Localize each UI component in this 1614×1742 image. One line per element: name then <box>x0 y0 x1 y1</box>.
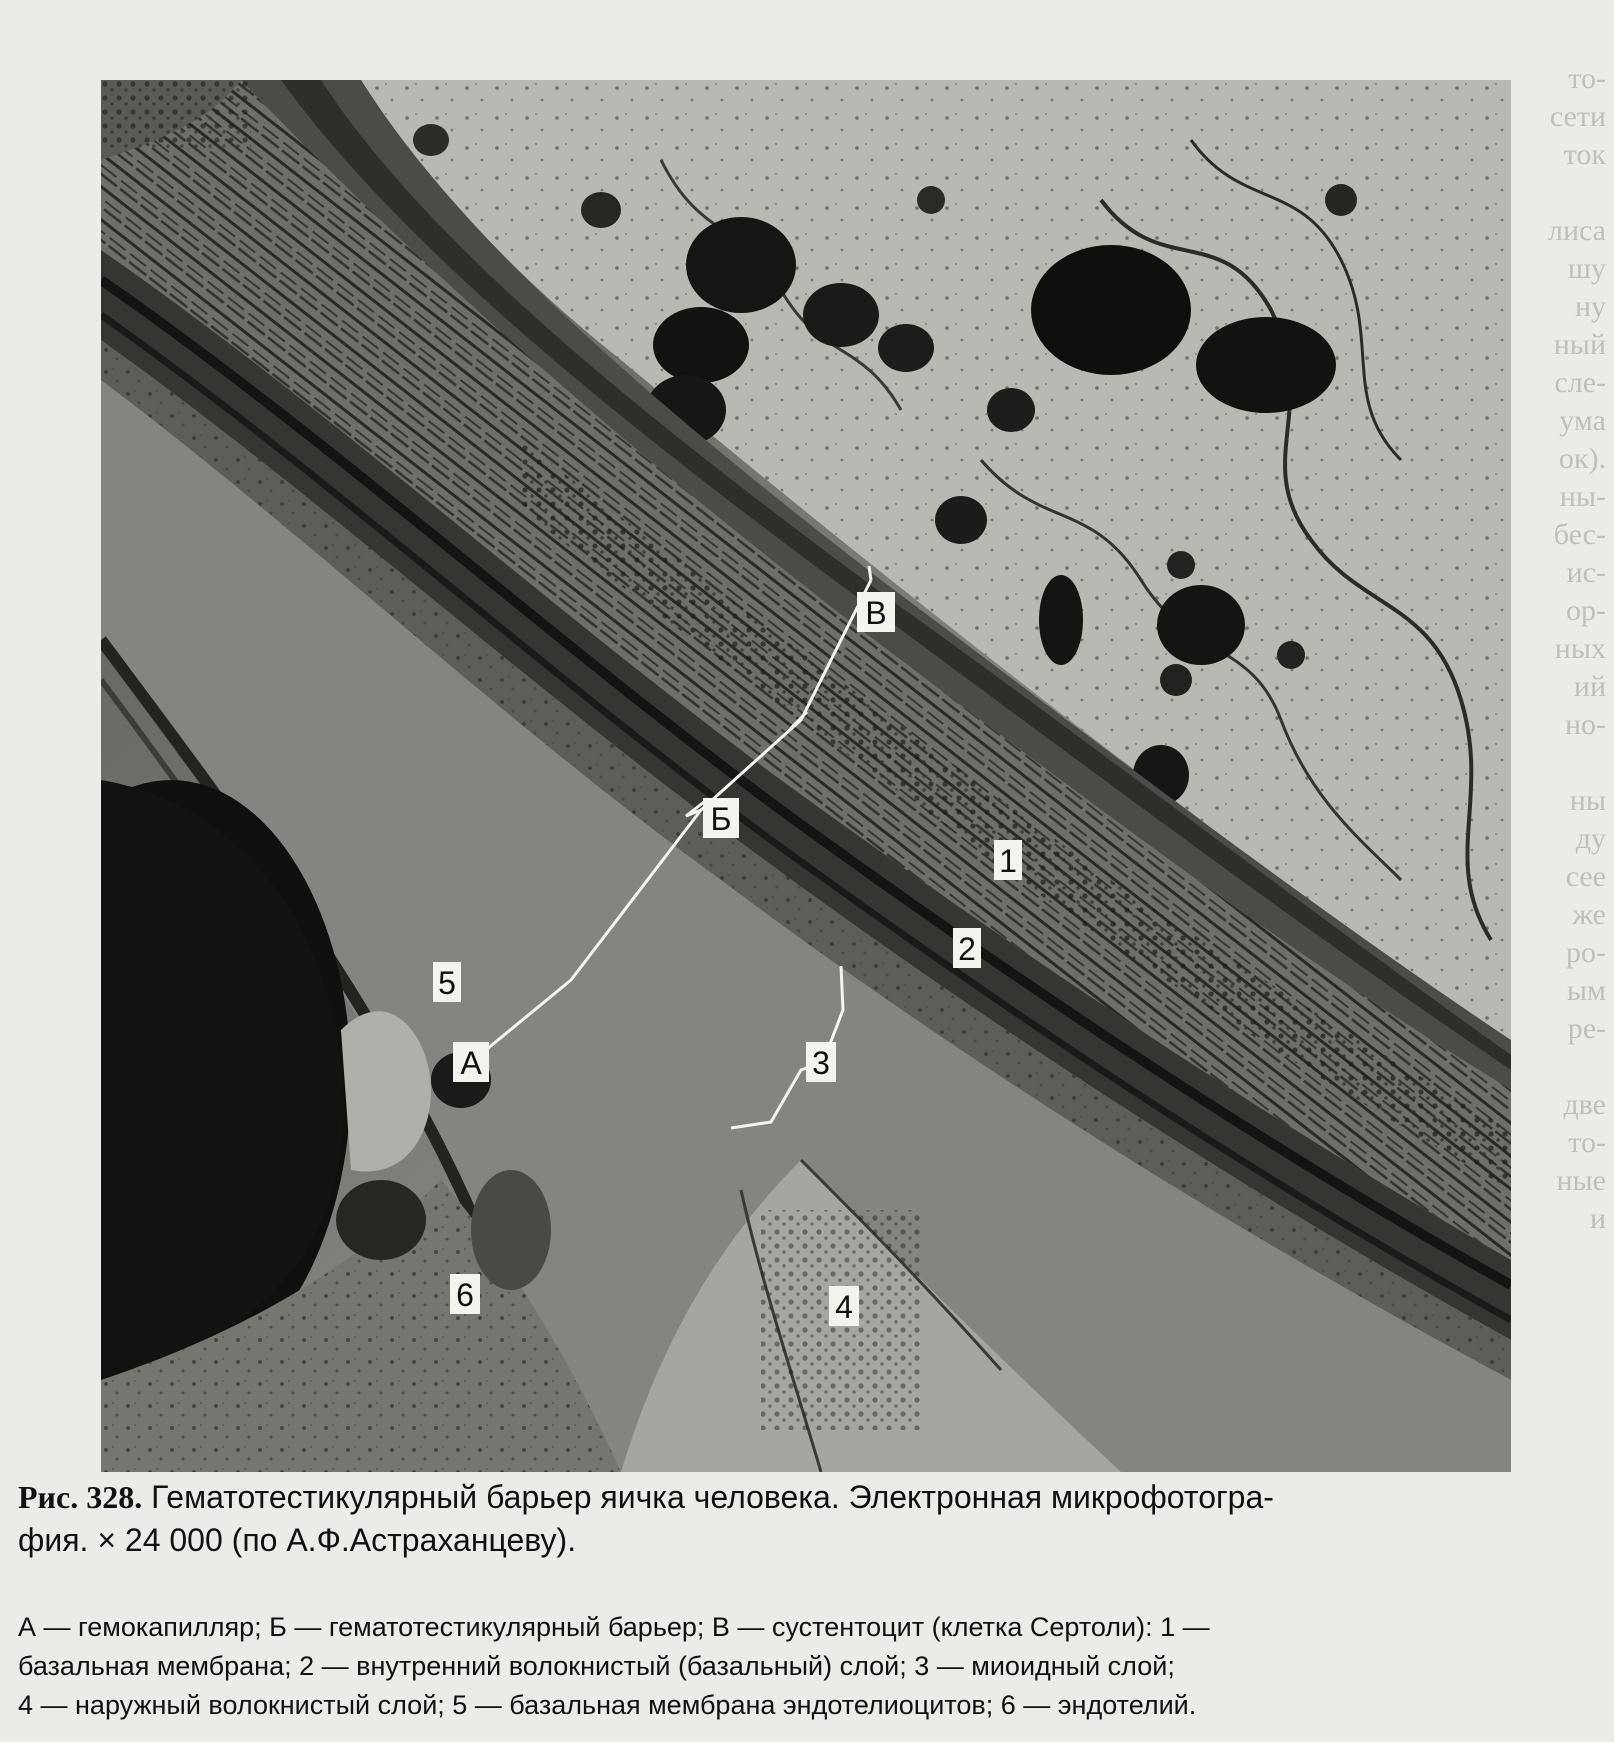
label-A <box>453 1042 489 1082</box>
legend-line-1: А — гемокапилляр; Б — гематотестикулярный барьер; В — сустентоцит (клетка Сертоли): 1 — <box>18 1612 1210 1642</box>
legend-line-2: базальная мембрана; 2 — внутренний волокнистый (базальный) слой; 3 — миоидный слой; <box>18 1651 1175 1681</box>
svg-text:3: 3 <box>812 1045 830 1081</box>
figure-caption <box>18 1476 1596 1562</box>
label-B <box>703 798 739 838</box>
label-1 <box>994 840 1022 880</box>
label-3 <box>806 1042 836 1082</box>
label-V <box>857 592 895 632</box>
svg-text:А: А <box>460 1045 482 1081</box>
caption-line-2: фия. × 24 000 (по А.Ф.Астраханцеву). <box>18 1522 577 1558</box>
caption-line-1: Гематотестикулярный барьер яичка человека. Электронная микрофотогра- <box>151 1479 1274 1515</box>
svg-text:6: 6 <box>456 1277 474 1313</box>
figure-number: Рис. 328. <box>18 1479 143 1515</box>
legend-line-3: 4 — наружный волокнистый слой; 5 — базальная мембрана эндотелиоцитов; 6 — эндотелий. <box>18 1690 1197 1720</box>
label-4 <box>829 1286 859 1326</box>
label-2 <box>953 928 981 968</box>
electron-micrograph <box>101 80 1511 1472</box>
svg-text:2: 2 <box>958 931 976 967</box>
svg-text:5: 5 <box>438 965 456 1001</box>
figure-legend <box>18 1608 1598 1725</box>
svg-text:4: 4 <box>835 1289 853 1325</box>
svg-text:1: 1 <box>999 843 1017 879</box>
svg-text:В: В <box>865 595 887 631</box>
bleed-through-text: то- сети ток лиса шу ну ный сле- ума ок). ны- бес- ис- ор- ных ий но- ны ду сее же ро- ым ре- две то- ные и <box>1547 62 1606 1235</box>
label-6 <box>450 1274 480 1314</box>
micrograph-image <box>101 80 1511 1472</box>
label-5 <box>433 962 461 1002</box>
svg-text:Б: Б <box>710 801 732 837</box>
